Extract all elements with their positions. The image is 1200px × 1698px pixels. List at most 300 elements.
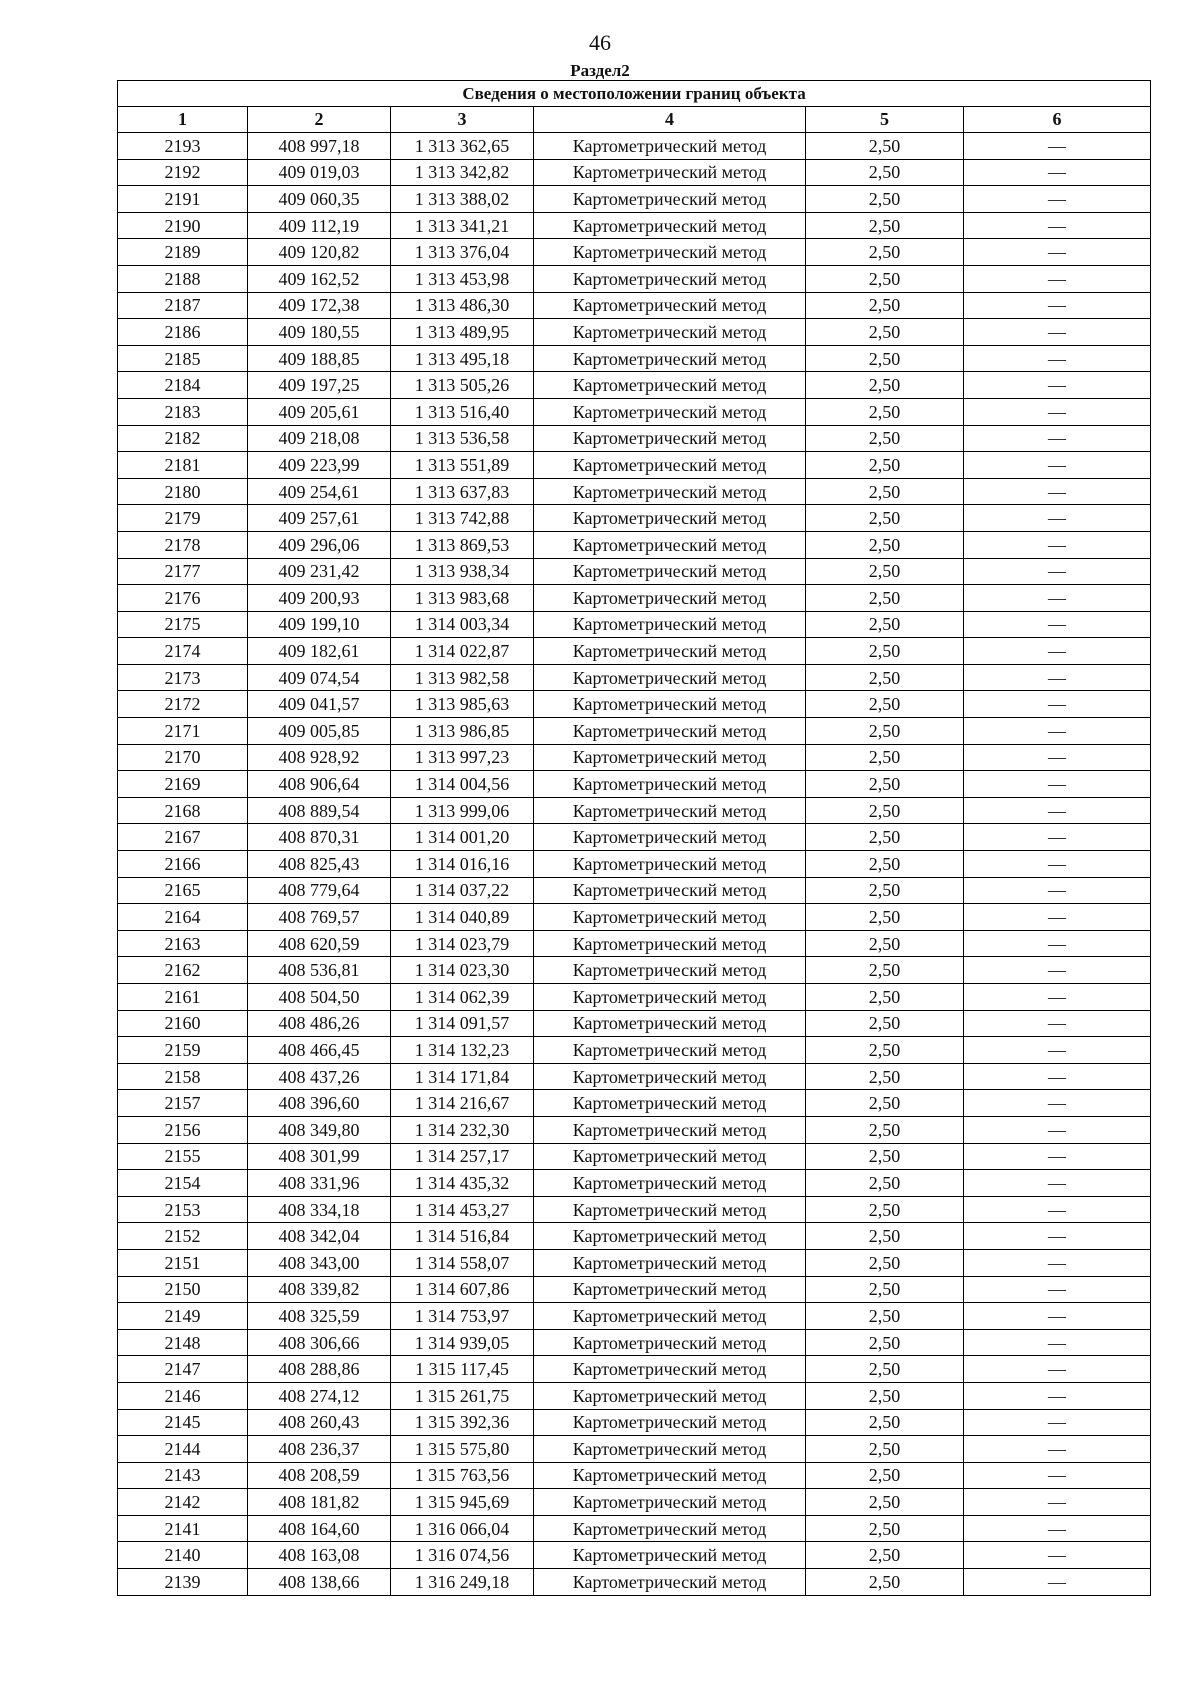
note-cell: —	[964, 904, 1151, 931]
method-cell: Картометрический метод	[534, 292, 806, 319]
boundary-coordinates-table	[117, 80, 1151, 1596]
x-coordinate-cell: 408 236,37	[248, 1436, 391, 1463]
note-cell: —	[964, 265, 1151, 292]
note-cell: —	[964, 638, 1151, 665]
y-coordinate-cell: 1 313 982,58	[391, 664, 534, 691]
note-cell: —	[964, 1329, 1151, 1356]
point-number-cell: 2153	[118, 1196, 248, 1223]
note-cell: —	[964, 1276, 1151, 1303]
note-cell: —	[964, 1569, 1151, 1596]
y-coordinate-cell: 1 313 341,21	[391, 212, 534, 239]
note-cell: —	[964, 824, 1151, 851]
accuracy-cell: 2,50	[806, 1303, 964, 1330]
y-coordinate-cell: 1 313 362,65	[391, 133, 534, 160]
x-coordinate-cell: 409 296,06	[248, 531, 391, 558]
accuracy-cell: 2,50	[806, 1063, 964, 1090]
method-cell: Картометрический метод	[534, 1010, 806, 1037]
method-cell: Картометрический метод	[534, 1037, 806, 1064]
y-coordinate-cell: 1 314 453,27	[391, 1196, 534, 1223]
method-cell: Картометрический метод	[534, 851, 806, 878]
point-number-cell: 2150	[118, 1276, 248, 1303]
table-body	[118, 133, 1151, 1596]
point-number-cell: 2185	[118, 345, 248, 372]
accuracy-cell: 2,50	[806, 505, 964, 532]
x-coordinate-cell: 409 172,38	[248, 292, 391, 319]
accuracy-cell: 2,50	[806, 345, 964, 372]
x-coordinate-cell: 408 870,31	[248, 824, 391, 851]
x-coordinate-cell: 408 163,08	[248, 1542, 391, 1569]
accuracy-cell: 2,50	[806, 133, 964, 160]
note-cell: —	[964, 930, 1151, 957]
point-number-cell: 2187	[118, 292, 248, 319]
accuracy-cell: 2,50	[806, 159, 964, 186]
method-cell: Картометрический метод	[534, 1090, 806, 1117]
table-caption-row	[118, 81, 1151, 107]
note-cell: —	[964, 531, 1151, 558]
table-row	[118, 638, 1151, 665]
accuracy-cell: 2,50	[806, 1542, 964, 1569]
y-coordinate-cell: 1 314 939,05	[391, 1329, 534, 1356]
x-coordinate-cell: 409 218,08	[248, 425, 391, 452]
y-coordinate-cell: 1 313 983,68	[391, 585, 534, 612]
y-coordinate-cell: 1 313 342,82	[391, 159, 534, 186]
method-cell: Картометрический метод	[534, 133, 806, 160]
y-coordinate-cell: 1 314 435,32	[391, 1170, 534, 1197]
y-coordinate-cell: 1 313 376,04	[391, 239, 534, 266]
accuracy-cell: 2,50	[806, 265, 964, 292]
x-coordinate-cell: 408 342,04	[248, 1223, 391, 1250]
point-number-cell: 2174	[118, 638, 248, 665]
note-cell: —	[964, 372, 1151, 399]
x-coordinate-cell: 408 620,59	[248, 930, 391, 957]
point-number-cell: 2182	[118, 425, 248, 452]
table-row	[118, 611, 1151, 638]
y-coordinate-cell: 1 313 486,30	[391, 292, 534, 319]
x-coordinate-cell: 408 504,50	[248, 984, 391, 1011]
y-coordinate-cell: 1 315 575,80	[391, 1436, 534, 1463]
note-cell: —	[964, 558, 1151, 585]
method-cell: Картометрический метод	[534, 265, 806, 292]
note-cell: —	[964, 1515, 1151, 1542]
accuracy-cell: 2,50	[806, 1037, 964, 1064]
table-row	[118, 1143, 1151, 1170]
accuracy-cell: 2,50	[806, 1489, 964, 1516]
method-cell: Картометрический метод	[534, 319, 806, 346]
accuracy-cell: 2,50	[806, 425, 964, 452]
table-row	[118, 1489, 1151, 1516]
method-cell: Картометрический метод	[534, 345, 806, 372]
table-row	[118, 1037, 1151, 1064]
point-number-cell: 2179	[118, 505, 248, 532]
note-cell: —	[964, 1223, 1151, 1250]
method-cell: Картометрический метод	[534, 585, 806, 612]
x-coordinate-cell: 408 339,82	[248, 1276, 391, 1303]
note-cell: —	[964, 1356, 1151, 1383]
note-cell: —	[964, 1037, 1151, 1064]
method-cell: Картометрический метод	[534, 452, 806, 479]
point-number-cell: 2160	[118, 1010, 248, 1037]
x-coordinate-cell: 408 437,26	[248, 1063, 391, 1090]
table-row	[118, 452, 1151, 479]
x-coordinate-cell: 409 188,85	[248, 345, 391, 372]
method-cell: Картометрический метод	[534, 1569, 806, 1596]
note-cell: —	[964, 1010, 1151, 1037]
y-coordinate-cell: 1 313 637,83	[391, 478, 534, 505]
table-row	[118, 1116, 1151, 1143]
y-coordinate-cell: 1 314 232,30	[391, 1116, 534, 1143]
point-number-cell: 2170	[118, 744, 248, 771]
y-coordinate-cell: 1 313 869,53	[391, 531, 534, 558]
y-coordinate-cell: 1 316 074,56	[391, 1542, 534, 1569]
x-coordinate-cell: 408 306,66	[248, 1329, 391, 1356]
table-row	[118, 558, 1151, 585]
point-number-cell: 2189	[118, 239, 248, 266]
table-row	[118, 1569, 1151, 1596]
method-cell: Картометрический метод	[534, 1356, 806, 1383]
y-coordinate-cell: 1 313 997,23	[391, 744, 534, 771]
y-coordinate-cell: 1 313 551,89	[391, 452, 534, 479]
point-number-cell: 2180	[118, 478, 248, 505]
accuracy-cell: 2,50	[806, 1462, 964, 1489]
table-row	[118, 877, 1151, 904]
note-cell: —	[964, 1063, 1151, 1090]
y-coordinate-cell: 1 314 023,79	[391, 930, 534, 957]
y-coordinate-cell: 1 313 986,85	[391, 718, 534, 745]
note-cell: —	[964, 1116, 1151, 1143]
method-cell: Картометрический метод	[534, 558, 806, 585]
x-coordinate-cell: 409 199,10	[248, 611, 391, 638]
point-number-cell: 2139	[118, 1569, 248, 1596]
y-coordinate-cell: 1 315 392,36	[391, 1409, 534, 1436]
x-coordinate-cell: 408 164,60	[248, 1515, 391, 1542]
y-coordinate-cell: 1 315 117,45	[391, 1356, 534, 1383]
point-number-cell: 2190	[118, 212, 248, 239]
y-coordinate-cell: 1 315 261,75	[391, 1382, 534, 1409]
note-cell: —	[964, 957, 1151, 984]
accuracy-cell: 2,50	[806, 611, 964, 638]
method-cell: Картометрический метод	[534, 186, 806, 213]
y-coordinate-cell: 1 314 037,22	[391, 877, 534, 904]
x-coordinate-cell: 408 138,66	[248, 1569, 391, 1596]
note-cell: —	[964, 186, 1151, 213]
method-cell: Картометрический метод	[534, 930, 806, 957]
x-coordinate-cell: 408 825,43	[248, 851, 391, 878]
method-cell: Картометрический метод	[534, 1276, 806, 1303]
point-number-cell: 2172	[118, 691, 248, 718]
y-coordinate-cell: 1 313 536,58	[391, 425, 534, 452]
x-coordinate-cell: 408 181,82	[248, 1489, 391, 1516]
table-row	[118, 372, 1151, 399]
y-coordinate-cell: 1 315 945,69	[391, 1489, 534, 1516]
y-coordinate-cell: 1 314 062,39	[391, 984, 534, 1011]
column-header-2: 2	[248, 107, 391, 133]
point-number-cell: 2143	[118, 1462, 248, 1489]
table-row	[118, 212, 1151, 239]
table-row	[118, 904, 1151, 931]
accuracy-cell: 2,50	[806, 1116, 964, 1143]
y-coordinate-cell: 1 313 938,34	[391, 558, 534, 585]
y-coordinate-cell: 1 314 607,86	[391, 1276, 534, 1303]
table-row	[118, 1090, 1151, 1117]
y-coordinate-cell: 1 314 257,17	[391, 1143, 534, 1170]
table-row	[118, 1170, 1151, 1197]
note-cell: —	[964, 133, 1151, 160]
note-cell: —	[964, 345, 1151, 372]
point-number-cell: 2183	[118, 398, 248, 425]
x-coordinate-cell: 408 928,92	[248, 744, 391, 771]
point-number-cell: 2192	[118, 159, 248, 186]
accuracy-cell: 2,50	[806, 292, 964, 319]
column-header-1: 1	[118, 107, 248, 133]
x-coordinate-cell: 409 223,99	[248, 452, 391, 479]
method-cell: Картометрический метод	[534, 1462, 806, 1489]
note-cell: —	[964, 771, 1151, 798]
x-coordinate-cell: 408 466,45	[248, 1037, 391, 1064]
note-cell: —	[964, 478, 1151, 505]
x-coordinate-cell: 408 301,99	[248, 1143, 391, 1170]
x-coordinate-cell: 408 274,12	[248, 1382, 391, 1409]
method-cell: Картометрический метод	[534, 478, 806, 505]
accuracy-cell: 2,50	[806, 957, 964, 984]
table-row	[118, 1010, 1151, 1037]
point-number-cell: 2184	[118, 372, 248, 399]
table-row	[118, 265, 1151, 292]
table-row	[118, 239, 1151, 266]
table-row	[118, 186, 1151, 213]
point-number-cell: 2157	[118, 1090, 248, 1117]
accuracy-cell: 2,50	[806, 1436, 964, 1463]
note-cell: —	[964, 744, 1151, 771]
table-row	[118, 1436, 1151, 1463]
method-cell: Картометрический метод	[534, 1436, 806, 1463]
point-number-cell: 2171	[118, 718, 248, 745]
point-number-cell: 2148	[118, 1329, 248, 1356]
note-cell: —	[964, 718, 1151, 745]
point-number-cell: 2142	[118, 1489, 248, 1516]
note-cell: —	[964, 1303, 1151, 1330]
column-header-3: 3	[391, 107, 534, 133]
note-cell: —	[964, 797, 1151, 824]
point-number-cell: 2193	[118, 133, 248, 160]
method-cell: Картометрический метод	[534, 1409, 806, 1436]
table-row	[118, 345, 1151, 372]
x-coordinate-cell: 409 019,03	[248, 159, 391, 186]
note-cell: —	[964, 877, 1151, 904]
point-number-cell: 2141	[118, 1515, 248, 1542]
method-cell: Картометрический метод	[534, 984, 806, 1011]
y-coordinate-cell: 1 314 558,07	[391, 1249, 534, 1276]
x-coordinate-cell: 408 288,86	[248, 1356, 391, 1383]
method-cell: Картометрический метод	[534, 1116, 806, 1143]
point-number-cell: 2186	[118, 319, 248, 346]
note-cell: —	[964, 1143, 1151, 1170]
x-coordinate-cell: 409 162,52	[248, 265, 391, 292]
table-row	[118, 771, 1151, 798]
column-header-5: 5	[806, 107, 964, 133]
accuracy-cell: 2,50	[806, 1569, 964, 1596]
method-cell: Картометрический метод	[534, 372, 806, 399]
point-number-cell: 2169	[118, 771, 248, 798]
y-coordinate-cell: 1 313 495,18	[391, 345, 534, 372]
point-number-cell: 2158	[118, 1063, 248, 1090]
accuracy-cell: 2,50	[806, 372, 964, 399]
accuracy-cell: 2,50	[806, 718, 964, 745]
y-coordinate-cell: 1 313 999,06	[391, 797, 534, 824]
table-row	[118, 851, 1151, 878]
table-row	[118, 1223, 1151, 1250]
note-cell: —	[964, 1489, 1151, 1516]
accuracy-cell: 2,50	[806, 1382, 964, 1409]
table-row	[118, 1249, 1151, 1276]
accuracy-cell: 2,50	[806, 1223, 964, 1250]
table-row	[118, 478, 1151, 505]
table-row	[118, 425, 1151, 452]
table-row	[118, 159, 1151, 186]
y-coordinate-cell: 1 313 388,02	[391, 186, 534, 213]
method-cell: Картометрический метод	[534, 1542, 806, 1569]
note-cell: —	[964, 1542, 1151, 1569]
x-coordinate-cell: 408 343,00	[248, 1249, 391, 1276]
point-number-cell: 2191	[118, 186, 248, 213]
method-cell: Картометрический метод	[534, 531, 806, 558]
x-coordinate-cell: 408 396,60	[248, 1090, 391, 1117]
accuracy-cell: 2,50	[806, 797, 964, 824]
table-row	[118, 1382, 1151, 1409]
table-row	[118, 1303, 1151, 1330]
method-cell: Картометрический метод	[534, 1249, 806, 1276]
accuracy-cell: 2,50	[806, 398, 964, 425]
y-coordinate-cell: 1 313 742,88	[391, 505, 534, 532]
table-row	[118, 1356, 1151, 1383]
x-coordinate-cell: 409 231,42	[248, 558, 391, 585]
accuracy-cell: 2,50	[806, 771, 964, 798]
method-cell: Картометрический метод	[534, 638, 806, 665]
note-cell: —	[964, 159, 1151, 186]
note-cell: —	[964, 505, 1151, 532]
x-coordinate-cell: 408 889,54	[248, 797, 391, 824]
note-cell: —	[964, 585, 1151, 612]
accuracy-cell: 2,50	[806, 1409, 964, 1436]
accuracy-cell: 2,50	[806, 1515, 964, 1542]
method-cell: Картометрический метод	[534, 1303, 806, 1330]
x-coordinate-cell: 409 005,85	[248, 718, 391, 745]
column-header-4: 4	[534, 107, 806, 133]
x-coordinate-cell: 409 205,61	[248, 398, 391, 425]
table-row	[118, 585, 1151, 612]
point-number-cell: 2168	[118, 797, 248, 824]
accuracy-cell: 2,50	[806, 186, 964, 213]
y-coordinate-cell: 1 314 171,84	[391, 1063, 534, 1090]
x-coordinate-cell: 409 254,61	[248, 478, 391, 505]
table-row	[118, 1063, 1151, 1090]
method-cell: Картометрический метод	[534, 664, 806, 691]
x-coordinate-cell: 409 180,55	[248, 319, 391, 346]
method-cell: Картометрический метод	[534, 1515, 806, 1542]
method-cell: Картометрический метод	[534, 1223, 806, 1250]
accuracy-cell: 2,50	[806, 1143, 964, 1170]
note-cell: —	[964, 1090, 1151, 1117]
point-number-cell: 2146	[118, 1382, 248, 1409]
y-coordinate-cell: 1 314 022,87	[391, 638, 534, 665]
table-row	[118, 531, 1151, 558]
method-cell: Картометрический метод	[534, 425, 806, 452]
x-coordinate-cell: 408 536,81	[248, 957, 391, 984]
point-number-cell: 2162	[118, 957, 248, 984]
y-coordinate-cell: 1 314 004,56	[391, 771, 534, 798]
point-number-cell: 2145	[118, 1409, 248, 1436]
table-row	[118, 984, 1151, 1011]
note-cell: —	[964, 239, 1151, 266]
accuracy-cell: 2,50	[806, 638, 964, 665]
accuracy-cell: 2,50	[806, 691, 964, 718]
note-cell: —	[964, 319, 1151, 346]
x-coordinate-cell: 409 060,35	[248, 186, 391, 213]
table-row	[118, 1276, 1151, 1303]
x-coordinate-cell: 408 349,80	[248, 1116, 391, 1143]
y-coordinate-cell: 1 313 453,98	[391, 265, 534, 292]
y-coordinate-cell: 1 313 516,40	[391, 398, 534, 425]
note-cell: —	[964, 425, 1151, 452]
method-cell: Картометрический метод	[534, 1489, 806, 1516]
note-cell: —	[964, 611, 1151, 638]
y-coordinate-cell: 1 314 216,67	[391, 1090, 534, 1117]
note-cell: —	[964, 398, 1151, 425]
y-coordinate-cell: 1 314 040,89	[391, 904, 534, 931]
table-row	[118, 664, 1151, 691]
method-cell: Картометрический метод	[534, 904, 806, 931]
point-number-cell: 2149	[118, 1303, 248, 1330]
accuracy-cell: 2,50	[806, 1090, 964, 1117]
x-coordinate-cell: 408 906,64	[248, 771, 391, 798]
x-coordinate-cell: 408 208,59	[248, 1462, 391, 1489]
point-number-cell: 2161	[118, 984, 248, 1011]
note-cell: —	[964, 691, 1151, 718]
table-row	[118, 718, 1151, 745]
table-row	[118, 1462, 1151, 1489]
table-row	[118, 930, 1151, 957]
accuracy-cell: 2,50	[806, 744, 964, 771]
point-number-cell: 2164	[118, 904, 248, 931]
point-number-cell: 2175	[118, 611, 248, 638]
x-coordinate-cell: 409 257,61	[248, 505, 391, 532]
point-number-cell: 2140	[118, 1542, 248, 1569]
table-row	[118, 1329, 1151, 1356]
note-cell: —	[964, 1462, 1151, 1489]
x-coordinate-cell: 409 197,25	[248, 372, 391, 399]
accuracy-cell: 2,50	[806, 664, 964, 691]
y-coordinate-cell: 1 313 489,95	[391, 319, 534, 346]
point-number-cell: 2147	[118, 1356, 248, 1383]
point-number-cell: 2181	[118, 452, 248, 479]
table-row	[118, 1409, 1151, 1436]
y-coordinate-cell: 1 314 753,97	[391, 1303, 534, 1330]
method-cell: Картометрический метод	[534, 824, 806, 851]
note-cell: —	[964, 851, 1151, 878]
point-number-cell: 2165	[118, 877, 248, 904]
method-cell: Картометрический метод	[534, 1329, 806, 1356]
section-title: Раздел2	[570, 61, 630, 80]
accuracy-cell: 2,50	[806, 851, 964, 878]
method-cell: Картометрический метод	[534, 797, 806, 824]
point-number-cell: 2144	[118, 1436, 248, 1463]
x-coordinate-cell: 409 041,57	[248, 691, 391, 718]
table-row	[118, 1515, 1151, 1542]
table-row	[118, 319, 1151, 346]
point-number-cell: 2155	[118, 1143, 248, 1170]
table-row	[118, 957, 1151, 984]
x-coordinate-cell: 408 769,57	[248, 904, 391, 931]
y-coordinate-cell: 1 314 091,57	[391, 1010, 534, 1037]
